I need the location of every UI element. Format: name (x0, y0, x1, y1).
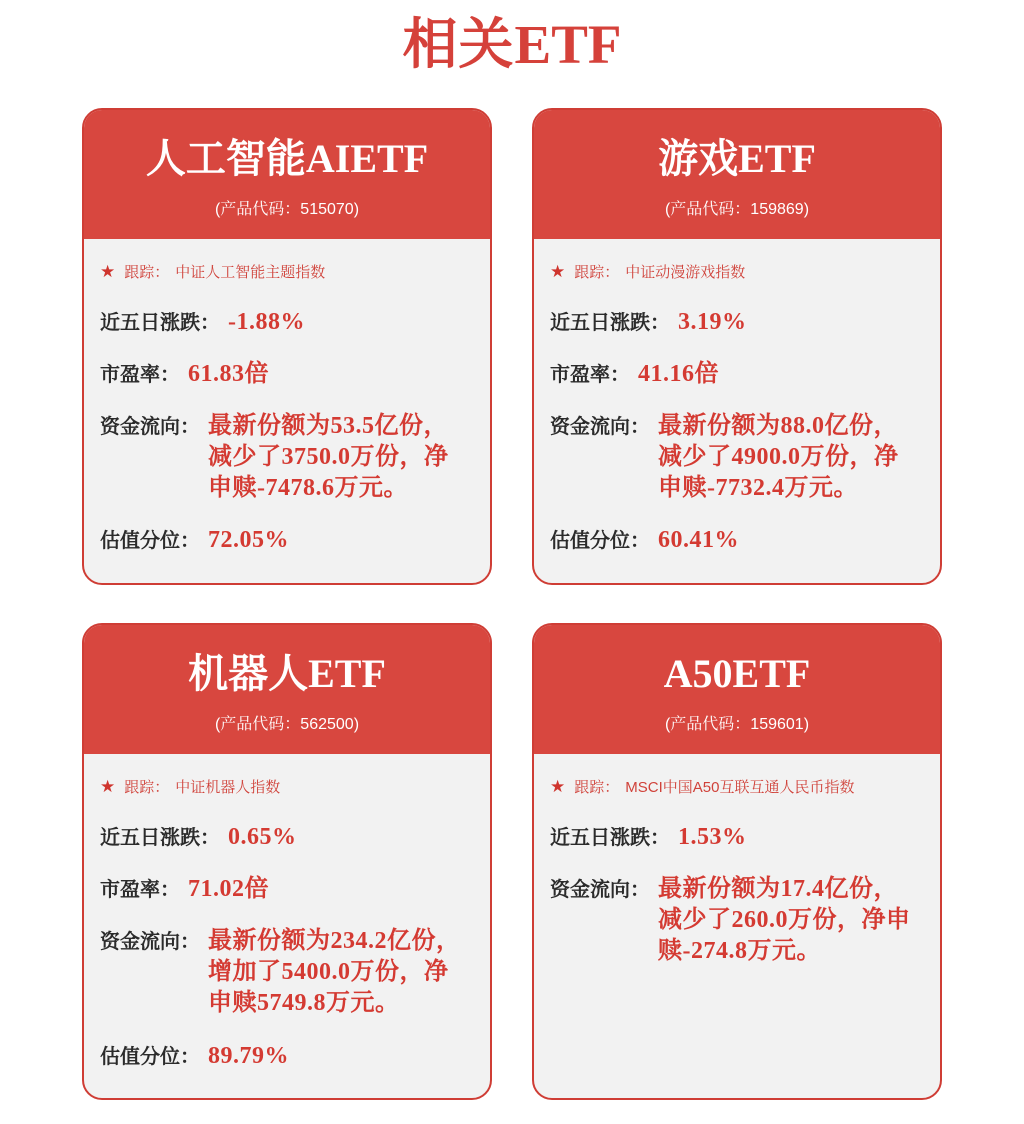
valuation-percentile-row (100, 1040, 472, 1072)
product-code: (产品代码：159601) (664, 715, 810, 733)
card-body (534, 239, 940, 583)
pe-ratio-label: 市盈率： (100, 878, 180, 901)
card-header (534, 110, 940, 239)
track-row (100, 776, 472, 797)
valuation-percentile-label: 估值分位： (550, 530, 650, 553)
page-title-zh: 相关 (402, 13, 515, 75)
fund-flow-label: 资金流向： (100, 415, 200, 438)
page-title-en: ETF (514, 14, 622, 75)
star-icon: ★ (550, 261, 566, 281)
fund-flow-row (100, 410, 472, 505)
valuation-percentile-value: 89.79% (208, 1042, 289, 1069)
five-day-change-label: 近五日涨跌： (550, 311, 670, 334)
five-day-change-label: 近五日涨跌： (100, 826, 220, 849)
star-icon: ★ (550, 776, 566, 796)
five-day-change-value: 0.65% (228, 823, 297, 850)
five-day-change-row (550, 306, 922, 338)
track-index: 中证机器人指数 (175, 778, 281, 796)
valuation-percentile-value: 72.05% (208, 527, 289, 554)
five-day-change-label: 近五日涨跌： (100, 311, 220, 334)
card-body (84, 754, 490, 1098)
fund-flow-label: 资金流向： (550, 878, 650, 901)
card-title (94, 651, 480, 697)
track-label: 跟踪： (574, 263, 620, 281)
product-code: (产品代码：562500) (214, 715, 360, 733)
track-index: 中证动漫游戏指数 (625, 263, 746, 281)
star-icon: ★ (100, 776, 116, 796)
pe-ratio-value: 41.16倍 (638, 360, 719, 387)
track-label: 跟踪： (124, 778, 170, 796)
card-title-zh: 人工智能 (145, 136, 306, 181)
track-label: 跟踪： (124, 263, 170, 281)
card-title-en: AIETF (305, 135, 429, 181)
card-body (84, 239, 490, 583)
five-day-change-value: 1.53% (678, 823, 747, 850)
fund-flow-value: 最新份额为17.4亿份，减少了260.0万份，净申赎-274.8万元。 (658, 875, 911, 965)
star-icon: ★ (100, 261, 116, 281)
fund-flow-value: 最新份额为234.2亿份，增加了5400.0万份，净申赎5749.8万元。 (208, 928, 461, 1017)
card-header (534, 625, 940, 754)
track-row (100, 261, 472, 282)
five-day-change-row (100, 821, 472, 853)
track-row (550, 776, 922, 797)
fund-flow-row (550, 873, 922, 968)
page-title (0, 0, 1024, 76)
pe-ratio-row (550, 358, 922, 390)
track-index: MSCI中国A50互联互通人民币指数 (625, 778, 855, 796)
product-code: (产品代码：515070) (214, 200, 360, 218)
fund-flow-value: 最新份额为88.0亿份，减少了4900.0万份，净申赎-7732.4万元。 (658, 412, 899, 502)
card-title (544, 651, 930, 697)
product-code: (产品代码：159869) (664, 200, 810, 218)
fund-flow-value: 最新份额为53.5亿份，减少了3750.0万份，净申赎-7478.6万元。 (208, 412, 449, 502)
pe-ratio-row (100, 358, 472, 390)
pe-ratio-label: 市盈率： (100, 363, 180, 386)
valuation-percentile-value: 60.41% (658, 527, 739, 554)
five-day-change-row (100, 306, 472, 338)
five-day-change-value: -1.88% (228, 308, 305, 335)
card-title (544, 136, 930, 182)
valuation-percentile-row (550, 524, 922, 556)
track-index: 中证人工智能主题指数 (175, 263, 326, 281)
etf-card-aietf (82, 108, 492, 585)
card-title-en: A50ETF (663, 650, 811, 696)
five-day-change-row (550, 821, 922, 853)
card-header (84, 625, 490, 754)
card-title-zh: 游戏 (658, 136, 739, 181)
fund-flow-row (550, 410, 922, 505)
etf-card-a50 (532, 623, 942, 1100)
card-title-en: ETF (738, 135, 816, 181)
valuation-percentile-row (100, 524, 472, 556)
pe-ratio-value: 71.02倍 (188, 875, 269, 902)
five-day-change-value: 3.19% (678, 308, 747, 335)
card-title-zh: 机器人 (188, 651, 309, 696)
pe-ratio-row (100, 873, 472, 905)
pe-ratio-label: 市盈率： (550, 363, 630, 386)
valuation-percentile-label: 估值分位： (100, 530, 200, 553)
valuation-percentile-label: 估值分位： (100, 1045, 200, 1068)
fund-flow-label: 资金流向： (550, 415, 650, 438)
track-label: 跟踪： (574, 778, 620, 796)
card-header (84, 110, 490, 239)
card-title (94, 136, 480, 182)
fund-flow-label: 资金流向： (100, 931, 200, 953)
etf-card-grid (0, 108, 1024, 1124)
etf-card-game (532, 108, 942, 585)
pe-ratio-value: 61.83倍 (188, 360, 269, 387)
etf-card-robot (82, 623, 492, 1100)
card-body (534, 754, 940, 1098)
five-day-change-label: 近五日涨跌： (550, 826, 670, 849)
track-row (550, 261, 922, 282)
fund-flow-row (100, 925, 472, 1020)
card-title-en: ETF (308, 650, 386, 696)
